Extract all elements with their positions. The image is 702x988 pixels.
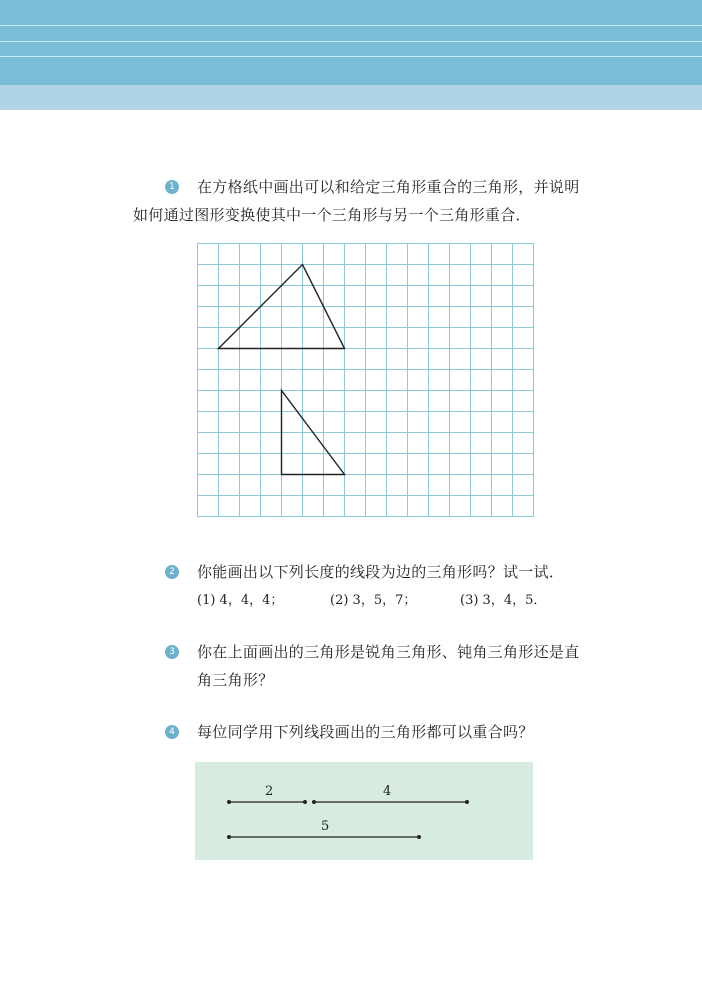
- problem-number-badge: 1: [165, 180, 179, 194]
- problem-1-text-line-2: 如何通过图形变换使其中一个三角形与另一个三角形重合．: [133, 206, 531, 224]
- endpoint-dot: [227, 835, 231, 839]
- grid-paper-figure: [197, 243, 535, 518]
- endpoint-dot: [312, 800, 316, 804]
- problem-2-option-3: (3) 3，4，5．: [460, 593, 547, 608]
- endpoint-dot: [417, 835, 421, 839]
- problem-1-text-line-1: 在方格纸中画出可以和给定三角形重合的三角形，并说明: [197, 178, 580, 196]
- problem-3-text-line-2: 角三角形？: [197, 671, 274, 689]
- segment-label-5: 5: [321, 819, 330, 834]
- header-edge: [0, 108, 702, 110]
- endpoint-dot: [227, 800, 231, 804]
- problem-2-option-2: (2) 3，5，7；: [330, 593, 417, 608]
- problem-number-badge: 3: [165, 645, 179, 659]
- problem-2-option-1: (1) 4，4，4；: [197, 593, 284, 608]
- segments-drawing: [195, 762, 533, 860]
- problem-number-badge: 4: [165, 725, 179, 739]
- header-stripe: [0, 41, 702, 42]
- segments-figure: [195, 762, 533, 860]
- header-stripe: [0, 56, 702, 57]
- segment-label-2: 2: [265, 784, 274, 799]
- header-subband: [0, 85, 702, 110]
- header-band: [0, 0, 702, 85]
- header-stripe: [0, 25, 702, 26]
- problem-number-badge: 2: [165, 565, 179, 579]
- problem-4-text: 每位同学用下列线段画出的三角形都可以重合吗？: [197, 723, 534, 741]
- endpoint-dot: [465, 800, 469, 804]
- segment-label-4: 4: [383, 784, 392, 799]
- problem-2-text: 你能画出以下列长度的线段为边的三角形吗？试一试．: [197, 563, 565, 581]
- endpoint-dot: [303, 800, 307, 804]
- problem-3-text-line-1: 你在上面画出的三角形是锐角三角形、钝角三角形还是直: [197, 643, 580, 661]
